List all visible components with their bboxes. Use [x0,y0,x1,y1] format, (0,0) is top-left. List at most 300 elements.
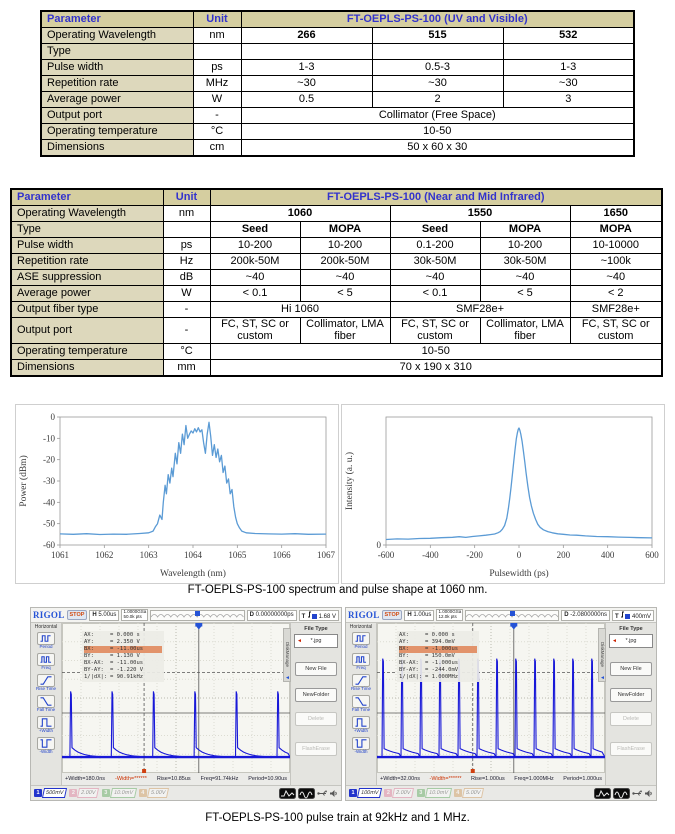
svg-text:-50: -50 [43,518,55,529]
timebase-readout[interactable]: H 5.00us [89,610,119,621]
value-cell: ~30 [241,76,372,92]
table-header-row [11,189,662,206]
table-header-row [41,11,634,28]
value-cell: 2 [372,92,503,108]
channel-scale: 100mV [357,788,383,798]
waveform-record-icon [594,788,611,799]
y-axis-label: Intensity (a. u.) [345,451,355,511]
table-row [11,286,662,302]
svg-text:-30: -30 [43,476,55,486]
selection-arrow-icon: ◄ [612,638,617,644]
unit-cell: Hz [163,254,210,270]
value-cell: 1550 [390,206,570,222]
value-cell: 1-3 [241,60,372,76]
oscilloscope-92khz [30,607,342,801]
channel-number: 2 [69,789,77,797]
rigol-logo: RIGOL [33,610,65,620]
header-series-title: FT-OEPLS-PS-100 (Near and Mid Infrared) [210,189,662,206]
channel-scale: 5.00V [462,788,485,798]
channel-scale: 2.00V [77,788,100,798]
sidebar-button-label: +Width [38,727,54,733]
unit-cell: ps [163,238,210,254]
speaker-icon [644,789,653,798]
table-row [11,318,662,344]
sidebar-button-period[interactable] [347,632,375,650]
menu-scroll-arrow-icon[interactable]: ◄ [600,675,605,681]
unit-cell: mm [163,359,210,376]
param-label: Operating Wavelength [11,206,163,222]
measurement-readout: -Width=****** [114,776,147,782]
measurement-strip [62,773,290,785]
svg-text:1061: 1061 [51,550,69,560]
speaker-icon [329,789,338,798]
waveform-record-icon [279,788,296,799]
channel-number: 3 [102,789,110,797]
svg-text:400: 400 [600,550,615,560]
value-cell: ~30 [372,76,503,92]
value-cell: ~40 [480,270,570,286]
sidebar-title: Horizontal [34,624,58,630]
measure-sidebar [31,623,62,785]
channel-1-status[interactable] [349,788,381,798]
value-cell: < 2 [570,286,662,302]
selection-arrow-icon: ◄ [297,638,302,644]
flasherase-button[interactable]: FlashErase [295,742,337,756]
value-cell: 200k-50M [210,254,300,270]
trigger-source-swatch [312,614,317,619]
channel-status-bar [31,785,341,800]
param-label: Pulse width [41,60,193,76]
value-cell: 1650 [570,206,662,222]
newfolder-button[interactable]: NewFolder [610,688,652,702]
value-cell: ~100k [570,254,662,270]
value-cell: 50 x 60 x 30 [241,140,634,157]
value-cell: 200k-50M [300,254,390,270]
delay-readout[interactable]: D -2.0800000ns [561,610,610,621]
channel-status-bar [346,785,656,800]
value-cell: FC, ST, SC or custom [390,318,480,344]
disk-menu-panel [600,623,656,785]
unit-cell: W [163,286,210,302]
param-label: Average power [41,92,193,108]
svg-text:600: 600 [645,550,659,560]
param-label: Average power [11,286,163,302]
value-cell: MOPA [480,222,570,238]
unit-cell: °C [163,343,210,359]
value-cell: 10-10000 [570,238,662,254]
svg-text:-60: -60 [43,540,55,550]
unit-cell [163,222,210,238]
charts-caption: FT-OEPLS-PS-100 spectrum and pulse shape at 1060 nm. [187,584,488,596]
value-cell: 10-50 [241,124,634,140]
value-cell: SMF28e+ [570,302,662,318]
sidebar-button-label: Freq [41,664,51,670]
value-cell: ~40 [570,270,662,286]
value-cell [241,44,372,60]
channel-number: 2 [384,789,392,797]
header-unit: Unit [163,189,210,206]
y-axis-label: Power (dBm) [19,455,29,507]
header-unit: Unit [193,11,241,28]
sidebar-button-label: Fall Time [351,706,371,712]
x-axis-label: Wavelength (nm) [160,569,226,579]
sidebar-button-label: Rise Time [35,685,56,691]
sidebar-button-freq[interactable] [347,653,375,671]
cursor-readout-row: BX: = -11.00us [84,646,162,653]
value-cell: 532 [503,28,634,44]
value-cell: Hi 1060 [210,302,390,318]
width-icon [37,737,55,750]
svg-text:1063: 1063 [139,550,158,560]
param-label: Operating Wavelength [41,28,193,44]
value-cell: 0.1-200 [390,238,480,254]
scope-top-bar [31,608,341,623]
new-file-button[interactable]: New File [295,662,337,676]
sample-rate-readout: 1.0000GSa 50.0k pts [123,609,147,619]
value-cell: 10-200 [210,238,300,254]
run-state-badge[interactable]: STOP [382,610,403,620]
channel-scale: 5.00V [147,788,170,798]
value-cell: 1060 [210,206,390,222]
plot-area-border [60,417,326,545]
measure-sidebar [346,623,377,785]
infrared-spec-table [10,188,663,377]
trigger-readout[interactable]: T 1.68 V [299,610,339,621]
width-icon [37,716,55,729]
svg-text:0: 0 [376,540,381,550]
table-row [41,76,634,92]
svg-text:-10: -10 [43,433,55,444]
sidebar-button-label: -Width [39,748,53,754]
value-cell: 10-200 [300,238,390,254]
rise-time-icon [352,674,370,687]
cursor-readout-panel [397,631,479,682]
param-label: Operating temperature [41,124,193,140]
table-row [11,222,662,238]
sidebar-button-width[interactable] [32,737,60,755]
measurement-readout: Rise=10.85us [156,776,191,782]
scope-top-bar [346,608,656,623]
cursor-readout-row: BX-AX: = -1.000us [399,660,459,666]
sidebar-button-fall-time[interactable] [32,695,60,713]
svg-text:1064: 1064 [184,550,202,560]
disk-manage-tab[interactable]: DiskManage [598,628,606,682]
usb-icon [317,789,327,798]
svg-text:1066: 1066 [272,550,291,560]
sidebar-button-label: Fall Time [36,706,56,712]
channel-number: 1 [349,789,357,797]
freq-icon [352,653,370,666]
waveform-preview-icons[interactable] [279,788,338,799]
memory-position-cursor[interactable] [195,611,200,616]
newfolder-button[interactable]: NewFolder [295,688,337,702]
svg-text:-600: -600 [377,550,395,560]
unit-cell: MHz [193,76,241,92]
svg-text:-40: -40 [43,497,55,508]
value-cell: < 0.1 [210,286,300,302]
cursor-readout-row: AX: = 0.000 s [399,632,455,638]
table-row [41,28,634,44]
param-label: Output fiber type [11,302,163,318]
table-row [41,44,634,60]
measurement-readout: Freq=1.000MHz [514,776,554,782]
table-row [41,108,634,124]
value-cell: Collimator, LMA fiber [480,318,570,344]
svg-text:0: 0 [516,550,522,560]
value-cell: < 5 [480,286,570,302]
table-row [11,238,662,254]
sidebar-button-label: Freq [356,664,366,670]
value-cell: 266 [241,28,372,44]
unit-cell: - [163,302,210,318]
value-cell: ~40 [390,270,480,286]
measurement-readout: +Width=32.00ns [380,776,421,782]
waveform-play-icon [298,788,315,799]
freq-icon [37,653,55,666]
value-cell: ~30 [503,76,634,92]
sidebar-button-fall-time[interactable] [347,695,375,713]
channel-scale: 500mV [42,788,68,798]
run-state-badge[interactable]: STOP [67,610,88,620]
value-cell: Seed [210,222,300,238]
value-cell: Collimator (Free Space) [241,108,634,124]
memory-position-bar[interactable] [150,610,244,621]
param-label: Type [41,44,193,60]
usb-icon [632,789,642,798]
value-cell: 10-200 [480,238,570,254]
file-type-value[interactable]: ◄ *.jpg [294,634,338,648]
svg-text:-20: -20 [43,454,55,465]
cursor-readout-row: BY: = 1.130 V [84,653,140,659]
file-type-header: File Type [304,626,328,632]
cursor-readout-row: BX-AX: = -11.00us [84,660,144,666]
sidebar-button-width[interactable] [32,716,60,734]
channel-2-status[interactable] [384,788,413,798]
sidebar-button-width[interactable] [347,737,375,755]
channel-number: 4 [139,789,147,797]
value-cell: 30k-50M [390,254,480,270]
value-cell: 10-50 [210,343,662,359]
trigger-readout[interactable]: T 400mV [612,610,654,621]
param-label: ASE suppression [11,270,163,286]
oscilloscope-1mhz [345,607,657,801]
value-cell: 3 [503,92,634,108]
value-cell: FC, ST, SC or custom [210,318,300,344]
sample-rate-readout: 1.0000GSa 12.0k pts [438,609,462,619]
fall-time-icon [352,695,370,708]
unit-cell: nm [163,206,210,222]
disk-manage-tab[interactable]: DiskManage [283,628,291,682]
cursor-readout-row: BY: = 150.0mV [399,653,455,659]
value-cell: < 5 [300,286,390,302]
rise-time-icon [37,674,55,687]
unit-cell: ps [193,60,241,76]
delay-readout[interactable]: D 0.00000000ps [247,610,297,621]
svg-text:200: 200 [556,550,571,560]
value-cell: MOPA [570,222,662,238]
svg-text:-200: -200 [466,550,483,560]
channel-4-status[interactable] [454,788,483,798]
channel-scale: 10.0mV [425,788,452,798]
scopes-caption: FT-OEPLS-PS-100 pulse train at 92kHz and 1 MHz. [205,812,470,824]
value-cell: Seed [390,222,480,238]
channel-3-status[interactable] [102,788,136,798]
sidebar-button-period[interactable] [32,632,60,650]
sidebar-button-rise-time[interactable] [32,674,60,692]
channel-number: 1 [34,789,42,797]
pulse-chart [342,405,662,581]
pulse-chart-figure [341,404,665,584]
value-cell: 515 [372,28,503,44]
channel-number: 4 [454,789,462,797]
trigger-position-marker[interactable] [511,627,516,630]
cursor-readout-panel [82,631,164,682]
param-label: Dimensions [41,140,193,157]
table-row [11,270,662,286]
svg-text:1065: 1065 [228,550,247,560]
delete-button[interactable]: Delete [610,712,652,726]
table-row [41,124,634,140]
rigol-logo: RIGOL [348,610,380,620]
cursor-readout-row: 1/|dX|: = 90.91kHz [84,674,144,680]
sidebar-button-label: Period [354,644,368,649]
new-file-button[interactable]: New File [610,662,652,676]
channel-2-status[interactable] [69,788,98,798]
flasherase-button[interactable]: FlashErase [610,742,652,756]
measurement-readout: Freq=91.74kHz [200,776,239,782]
fall-time-icon [37,695,55,708]
measurement-readout: +Width=180.0ns [65,776,106,782]
memory-position-cursor[interactable] [510,611,515,616]
sidebar-button-freq[interactable] [32,653,60,671]
memory-position-bar[interactable] [465,610,559,621]
cursor-readout-row: 1/|dX|: = 1.000MHz [399,674,459,680]
trigger-position-marker[interactable] [196,627,201,630]
param-label: Dimensions [11,359,163,376]
unit-cell: nm [193,28,241,44]
param-label: Type [11,222,163,238]
param-label: Operating temperature [11,343,163,359]
measurement-readout: Period=10.90us [248,776,287,782]
channel-scale: 2.00V [392,788,415,798]
value-cell: FC, ST, SC or custom [570,318,662,344]
width-icon [352,716,370,729]
param-label: Repetition rate [41,76,193,92]
data-series [386,428,652,540]
header-parameter: Parameter [11,189,163,206]
width-icon [352,737,370,750]
table-row [11,302,662,318]
value-cell: Collimator, LMA fiber [300,318,390,344]
measurement-readout: -Width=****** [429,776,462,782]
sidebar-button-label: Period [39,644,53,649]
value-cell: SMF28e+ [390,302,570,318]
table-row [11,206,662,222]
cursor-readout-row: BY-AY: = -1.220 V [84,667,144,673]
unit-cell: °C [193,124,241,140]
svg-text:-400: -400 [422,550,439,560]
param-label: Repetition rate [11,254,163,270]
channel-number: 3 [417,789,425,797]
sidebar-button-label: +Width [353,727,369,733]
file-type-header: File Type [619,626,643,632]
value-cell: 0.5 [241,92,372,108]
param-label: Output port [11,318,163,344]
data-series [60,422,326,534]
unit-cell: cm [193,140,241,157]
waveform-play-icon [613,788,630,799]
table-row [11,254,662,270]
unit-cell: - [193,108,241,124]
cursor-readout-row: AY: = 2.350 V [84,639,140,645]
measurement-readout: Period=1.000us [563,776,602,782]
scope-display [377,623,605,773]
table-row [41,60,634,76]
value-cell: 1-3 [503,60,634,76]
header-series-title: FT-OEPLS-PS-100 (UV and Visible) [241,11,634,28]
unit-cell [193,44,241,60]
measurement-strip [377,773,605,785]
cursor-readout-row: BY-AY: = -244.0mV [399,667,459,673]
value-cell: 70 x 190 x 310 [210,359,662,376]
table-row [41,140,634,157]
sidebar-button-width[interactable] [347,716,375,734]
table-row [11,359,662,376]
param-label: Pulse width [11,238,163,254]
channel-4-status[interactable] [139,788,168,798]
value-cell: 0.5-3 [372,60,503,76]
measurement-readout: Rise=1.000us [470,776,505,782]
sidebar-button-rise-time[interactable] [347,674,375,692]
table-row [41,92,634,108]
spectrum-chart-figure [15,404,339,584]
spectrum-chart [16,405,336,581]
value-cell [503,44,634,60]
value-cell [372,44,503,60]
waveform-preview-icons[interactable] [594,788,653,799]
x-axis-label: Pulsewidth (ps) [489,569,549,579]
svg-text:1062: 1062 [95,550,114,560]
cursor-readout-row: BX: = -1.000us [399,646,477,653]
channel-3-status[interactable] [417,788,451,798]
menu-scroll-arrow-icon[interactable]: ◄ [285,675,290,681]
sidebar-button-label: -Width [354,748,368,754]
value-cell: ~40 [210,270,300,286]
value-cell: 30k-50M [480,254,570,270]
trigger-source-swatch [625,614,630,619]
svg-text:0: 0 [50,412,55,422]
cursor-readout-row: AX: = 0.000 s [84,632,140,638]
unit-cell: dB [163,270,210,286]
uv-visible-spec-table [40,10,635,157]
table-row [11,343,662,359]
scope-display [62,623,290,773]
file-type-value[interactable]: ◄ *.jpg [609,634,653,648]
cursor-readout-row: AY: = 394.0mV [399,639,455,645]
channel-1-status[interactable] [34,788,66,798]
unit-cell: W [193,92,241,108]
timebase-readout[interactable]: H 1.00us [404,610,434,621]
sidebar-title: Horizontal [349,624,373,630]
channel-scale: 10.0mV [110,788,137,798]
delete-button[interactable]: Delete [295,712,337,726]
value-cell: ~40 [300,270,390,286]
param-label: Output port [41,108,193,124]
unit-cell: - [163,318,210,344]
value-cell: MOPA [300,222,390,238]
value-cell: < 0.1 [390,286,480,302]
disk-menu-panel [285,623,341,785]
